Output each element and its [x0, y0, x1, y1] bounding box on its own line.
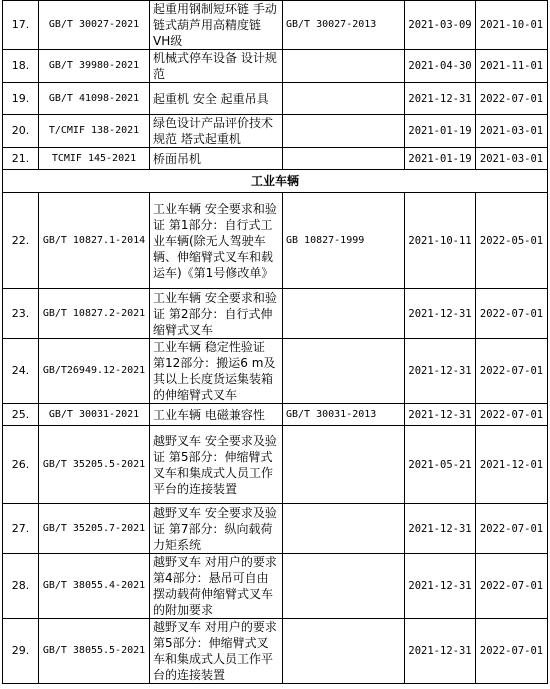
standard-name: 越野叉车 对用户的要求 第4部分：悬吊可自由摆动载荷伸缩臂式叉车的附加要求 [150, 554, 283, 619]
implement-date: 2022-07-01 [476, 83, 548, 115]
standard-name: 起重用钢制短环链 手动链式葫芦用高精度链 VH级 [150, 1, 283, 50]
replaced-standard [283, 426, 405, 504]
publish-date: 2021-12-31 [405, 83, 476, 115]
replaced-standard [283, 339, 405, 404]
row-number: 24. [3, 339, 39, 404]
replaced-standard: GB/T 30027-2013 [283, 1, 405, 50]
row-number: 18. [3, 50, 39, 83]
table-row [3, 426, 548, 504]
publish-date: 2021-12-31 [405, 619, 476, 684]
standard-code: GB/T 38055.4-2021 [39, 554, 150, 619]
publish-date: 2021-10-11 [405, 193, 476, 289]
publish-date: 2021-04-30 [405, 50, 476, 83]
standard-code: GB/T 35205.5-2021 [39, 426, 150, 504]
table-row [3, 404, 548, 426]
row-number: 26. [3, 426, 39, 504]
standard-code: GB/T 39980-2021 [39, 50, 150, 83]
standard-code: GB/T 41098-2021 [39, 83, 150, 115]
implement-date: 2021-03-01 [476, 115, 548, 148]
table-row [3, 115, 548, 148]
implement-date: 2022-07-01 [476, 339, 548, 404]
table-row [3, 193, 548, 289]
row-number: 19. [3, 83, 39, 115]
standard-name: 桥面吊机 [150, 148, 283, 170]
publish-date: 2021-12-31 [405, 289, 476, 339]
replaced-standard: GB/T 30031-2013 [283, 404, 405, 426]
row-number: 23. [3, 289, 39, 339]
replaced-standard: GB 10827-1999 [283, 193, 405, 289]
table-row [3, 554, 548, 619]
implement-date: 2021-11-01 [476, 50, 548, 83]
implement-date: 2022-07-01 [476, 289, 548, 339]
implement-date: 2022-07-01 [476, 554, 548, 619]
publish-date: 2021-05-21 [405, 426, 476, 504]
replaced-standard [283, 504, 405, 554]
table-row [3, 504, 548, 554]
standard-code: T/CMIF 138-2021 [39, 115, 150, 148]
row-number: 27. [3, 504, 39, 554]
replaced-standard [283, 554, 405, 619]
standard-code: GB/T 30031-2021 [39, 404, 150, 426]
replaced-standard [283, 148, 405, 170]
publish-date: 2021-01-19 [405, 148, 476, 170]
standard-name: 工业车辆 电磁兼容性 [150, 404, 283, 426]
row-number: 29. [3, 619, 39, 684]
replaced-standard [283, 50, 405, 83]
standard-name: 绿色设计产品评价技术规范 塔式起重机 [150, 115, 283, 148]
row-number: 22. [3, 193, 39, 289]
publish-date: 2021-12-31 [405, 504, 476, 554]
publish-date: 2021-12-31 [405, 339, 476, 404]
standard-name: 起重机 安全 起重吊具 [150, 83, 283, 115]
implement-date: 2021-10-01 [476, 1, 548, 50]
row-number: 25. [3, 404, 39, 426]
implement-date: 2022-07-01 [476, 619, 548, 684]
table-row [3, 1, 548, 50]
publish-date: 2021-01-19 [405, 115, 476, 148]
standard-code: GB/T 10827.2-2021 [39, 289, 150, 339]
standard-name: 工业车辆 稳定性验证 第12部分：搬运6 m及其以上长度货运集装箱的伸缩臂式叉车 [150, 339, 283, 404]
publish-date: 2021-03-09 [405, 1, 476, 50]
standard-code: TCMIF 145-2021 [39, 148, 150, 170]
section-title: 工业车辆 [3, 170, 548, 193]
implement-date: 2021-03-01 [476, 148, 548, 170]
standard-code: GB/T 35205.7-2021 [39, 504, 150, 554]
replaced-standard [283, 115, 405, 148]
implement-date: 2021-12-01 [476, 426, 548, 504]
replaced-standard [283, 619, 405, 684]
row-number: 21. [3, 148, 39, 170]
row-number: 17. [3, 1, 39, 50]
standard-name: 越野叉车 对用户的要求 第5部分：伸缩臂式叉车和集成式人员工作平台的连接装置 [150, 619, 283, 684]
standard-code: GB/T26949.12-2021 [39, 339, 150, 404]
standard-name: 越野叉车 安全要求及验证 第5部分：伸缩臂式叉车和集成式人员工作平台的连接装置 [150, 426, 283, 504]
table-row [3, 83, 548, 115]
table-row [3, 50, 548, 83]
standard-name: 机械式停车设备 设计规范 [150, 50, 283, 83]
implement-date: 2022-07-01 [476, 404, 548, 426]
standard-code: GB/T 30027-2021 [39, 1, 150, 50]
implement-date: 2022-07-01 [476, 504, 548, 554]
standards-table [2, 0, 548, 684]
replaced-standard [283, 289, 405, 339]
standard-name: 工业车辆 安全要求和验证 第2部分：自行式伸缩臂式叉车 [150, 289, 283, 339]
replaced-standard [283, 83, 405, 115]
table-row [3, 289, 548, 339]
standard-name: 工业车辆 安全要求和验证 第1部分：自行式工业车辆(除无人驾驶车辆、伸缩臂式叉车和载运车)《第1号修改单》 [150, 193, 283, 289]
standard-code: GB/T 38055.5-2021 [39, 619, 150, 684]
implement-date: 2022-05-01 [476, 193, 548, 289]
standard-name: 越野叉车 安全要求及验证 第7部分：纵向载荷力矩系统 [150, 504, 283, 554]
row-number: 28. [3, 554, 39, 619]
publish-date: 2021-12-31 [405, 554, 476, 619]
publish-date: 2021-12-31 [405, 404, 476, 426]
table-row [3, 148, 548, 170]
table-row [3, 339, 548, 404]
row-number: 20. [3, 115, 39, 148]
section-header-row [3, 170, 548, 193]
table-row [3, 619, 548, 684]
standard-code: GB/T 10827.1-2014 [39, 193, 150, 289]
